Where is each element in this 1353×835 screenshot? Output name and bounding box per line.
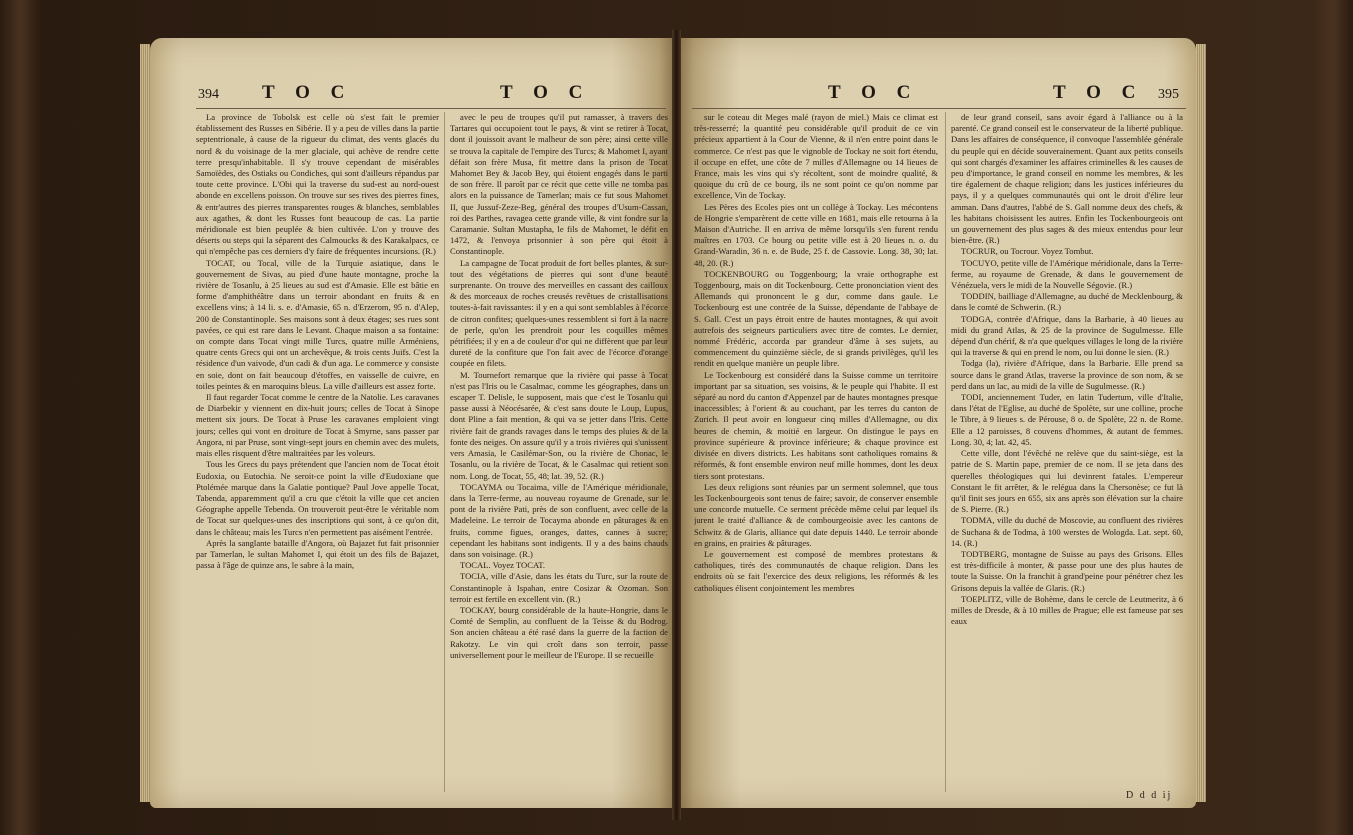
paragraph: TOCKENBOURG ou Toggenbourg; la vraie orthographe est Toggenbourg, mais on dit Tockenbourg. Cette prononciation vient des Allemands qui prononcent le g dur, comme dans gaule. Le Tockenbourg est une contrée de la Suisse, dépendante de l'abbaye de S. Gall. C'est un pays étroit entre de hautes montagnes, & qui avoit autrefois des seigneurs particuliers avec titre de comtes. Le dernier, nommé Frédéric, accorda par grandeur d'âme à ses sujets, au commencement du quinzième siècle, de si grands privilèges, qu'il les rendit en quelque manière un peuple libre. <box>694 268 938 369</box>
paragraph: de leur grand conseil, sans avoir égard à l'alliance ou à la parenté. Ce grand conseil est le conservateur de la liberté publique. Dans les affaires de conséquence, il convoque l'assemblée générale du peuple qui en décide souverainement. Quant aux petits conseils qui sont chargés d'examiner les affaires criminelles & les causes de peu d'importance, le grand conseil en nomme les membres, & les tire également de chaque religion; dans les justices inférieures du pays, il y a quelques communautés qui ont le droit d'élire leur amman. Dans d'autres, l'abbé de S. Gall nomme deux des chefs, & les habitans choisissent les autres. Enfin les Tockenbourgeois ont un gouvernement des plus sages & des mieux entendus pour leur bien-être. (R.) <box>951 112 1183 246</box>
paragraph: avec le peu de troupes qu'il put ramasser, à travers des Tartares qui occupoient tout le pays, & vint se retirer à Tocat, dont il jouissoit avant le malheur de son père; ainsi cette ville se trouva la capitale de l'empire des Turcs; & Mahomet I, ayant défait son frère Musa, fit mettre dans la prison de Tocat Mahomet Bey & Jacob Bey, qui étoient engagés dans le parti de son frère. Il paroît par ce récit que cette ville ne tomba pas alors en la puissance de Tamerlan; mais ce fut sous Mahomet II, que Jussuf-Zeze-Beg, général des troupes d'Usum-Cassan, roi des Parthes, ravagea cette grande ville, & vint fondre sur la Caramanie. Sultan Mustapha, le fils de Mahomet, le défit en 1472, & l'envoya prisonnier à son père qui étoit à Constantinople. <box>450 112 668 257</box>
paragraph: Le gouvernement est composé de membres protestans & catholiques, tirés des communautés de chaque religion. Dans les endroits où se fait l'exercice des deux religions, les réformés & les catholiques élisent conjointement les membres <box>694 548 938 593</box>
paragraph: Après la sanglante bataille d'Angora, où Bajazet fut fait prisonnier par Tamerlan, le sultan Mahomet I, qui étoit un des fils de Bajazet, passa à l'âge de quinze ans, le sabre à la main, <box>196 537 439 571</box>
paragraph: TOCRUR, ou Tocrour. Voyez Tombut. <box>961 246 1094 257</box>
header-rule-right <box>692 108 1186 109</box>
paragraph: M. Tournefort remarque que la rivière qui passe à Tocat n'est pas l'Iris ou le Casalmac, comme les géographes, dans un escaper T. Delisle, le supposent, mais que c'est le Tosanlu qui passe aussi à Néocésarée, & c'est sans doute le Loup, Lupus, dont Pline a fait mention, & qui va se jetter dans l'Iris. Cette rivière fait de grands ravages dans le temps des pluies & de la fonte des neiges. On assure qu'il y a trois rivières qui s'unissent vers Amasia, le Casilémar-Son, ou la rivière de Chonac, le Tosanlu, ou la rivière de Tocat, & le Casalmac qui retient son nom. Long. de Tocat, 55, 48; lat. 39, 52. (R.) <box>450 369 668 481</box>
header-rule-left <box>196 108 666 109</box>
running-head-left-center: T O C <box>500 82 591 103</box>
paragraph: Cette ville, dont l'évêché ne relève que du saint-siège, est la patrie de S. Martin pape, premier de ce nom. Il se jeta dans des querelles théologiques qui lui devinrent fatales. L'empereur Constant le fit arrêter, & le relégua dans la Chersonèse; ce fut là qu'il finit ses jours en 655, six ans après son élévation sur la chaire de S. Pierre. (R.) <box>951 448 1183 515</box>
page-number-left: 394 <box>198 87 219 102</box>
paragraph: TOCAL. Voyez TOCAT. <box>460 560 545 571</box>
paragraph: TOCUYO, petite ville de l'Amérique méridionale, dans la Terre-ferme, au royaume de Grenade, & dans le gouvernement de Vénézuela, vers le midi de la Nouvelle Ségovie. (R.) <box>951 257 1183 291</box>
right-page-column-1 <box>694 112 938 802</box>
paragraph: TODMA, ville du duché de Moscovie, au confluent des rivières de Suchana & de Todma, à 100 werstes de Wologda. Lat. sept. 60, 14. (R.) <box>951 515 1183 548</box>
paragraph: TODGA, contrée d'Afrique, dans la Barbarie, à 40 lieues au midi du grand Atlas, & 25 de la province de Sugulmesse. Elle dépend d'un chérif, & n'a que quelques villages le long de la rivière qui la traverse & qui en prend le nom, ou lui donne le sien. (R.) <box>951 313 1183 358</box>
paragraph: TOCAYMA ou Tocaima, ville de l'Amérique méridionale, dans la Terre-ferme, au nouveau royaume de Grenade, sur le pont de la rivière Pati, près de son confluent, avec celle de la Madeleine. Le terroir de Tocayma abonde en pâturages & en fruits, comme figues, oranges, dattes, cannes à sucre; cependant les habitans sont indigents. Il y a des bains chauds dans son voisinage. (R.) <box>450 481 668 559</box>
paragraph: TOCKAY, bourg considérable de la haute-Hongrie, dans le Comté de Semplin, au confluent de la Teisse & du Bodrog. Son ancien château a été rasé dans la guerre de la faction de Rakotzy. Le vin qui croît dans son terroir, passe universellement pour le meilleur de l'Europe. Il se recueille <box>450 604 668 660</box>
paragraph: Tous les Grecs du pays prétendent que l'ancien nom de Tocat étoit Eudoxia, ou Eutochia. Ne seroit-ce point la ville d'Eudoxiane que Ptolémée marque dans la Galatie pontique? Paul Jove appelle Tocat, Tabenda, apparemment qu'il a cru que c'étoit la ville que cet ancien Géographe appelle Tebenda. On trouveroit peut-être le véritable nom de Tocat sur quelques-unes des inscriptions qui sont, à ce qu'on dit, dans le château; mais les Turcs n'en permettent pas aisément l'entrée. <box>196 459 439 537</box>
paragraph: La campagne de Tocat produit de fort belles plantes, & sur-tout des végétations de pierres qui sont d'une beauté surprenante. On trouve des merveilles en cassant des cailloux & des morceaux de roches creusés revêtues de cristallisations toutes-à-fait ravissantes: il y en a qui sont semblables à l'écorce de citron confites; quelques-unes ressemblent si fort à la nacre de perle, qu'on les prendroit pour les coquilles mêmes pétrifiées; il y en a de couleur d'or qui ne diffèrent que par leur dureté de la confiture que l'on fait avec de l'écorce d'orange coupée en filets. <box>450 257 668 369</box>
left-page <box>150 38 675 808</box>
paragraph: TOEPLITZ, ville de Bohème, dans le cercle de Leutmeritz, à 6 milles de Dresde, & à 10 milles de Prague; elle est fameuse par ses eaux <box>951 593 1183 627</box>
paragraph: Les Pères des Ecoles pies ont un collège à Tockay. Les mécontens de Hongrie s'emparèrent de cette ville en 1681, mais elle retourna à la Maison d'Autriche. Il en arriva de même lorsqu'ils s'en furent rendu maîtres en 1703. Ce bourg ou petite ville est à 20 lieues n. o. du Grand-Waradin, 36 n. e. de Bude, 25 f. de Cassovie. Long. 38, 30; lat. 48, 20. (R.) <box>694 201 938 268</box>
paragraph: TODDIN, bailliage d'Allemagne, au duché de Mecklenbourg, & dans le comté de Schwerin. (R.) <box>951 291 1183 313</box>
paragraph: TOCAT, ou Tocal, ville de la Turquie asiatique, dans le gouvernement de Sivas, au pied d'une haute montagne, proche la rivière de Tosanlu, à 25 lieues au sud est d'Amasie. Elle est bâtie en forme d'amphithéâtre dans un terroir abondant en fruits & en excellens vins; à 14 li. s. e. d'Amasie, 65 n. d'Erzerom, 95 n. d'Alep, 200 de Constantinople. Ses maisons sont à deux étages; ses rues sont pavées, ce qui est rare dans le Levant. Chaque maison a sa fontaine: on compte dans Tocat vingt mille Turcs, quatre mille Arméniens, quatre cents Grecs qui ont un archevêque, & trois cents Juifs. C'est la résidence d'un vaivode, d'un cadi & d'un aga. Le commerce y consiste en soie, dont on fait beaucoup d'étoffes, en vaisselle de cuivre, en toiles peintes & en maroquins bleus. La ville d'ailleurs est assez forte. <box>196 257 439 391</box>
running-head-left: T O C <box>262 82 353 103</box>
signature-mark: D d d ij <box>1126 790 1173 801</box>
left-page-column-1 <box>196 112 439 802</box>
book-gutter <box>672 30 681 820</box>
page-number-right: 395 <box>1158 87 1179 102</box>
column-divider-right <box>945 112 946 792</box>
running-head-right-center: T O C <box>828 82 919 103</box>
page-edges-right <box>1196 44 1206 802</box>
paragraph: TOCIA, ville d'Asie, dans les états du Turc, sur la route de Constantinople à Ispahan, entre Cosizar & Ozoman. Son terroir est fertile en excellent vin. (R.) <box>450 571 668 604</box>
page-edges-left <box>140 44 150 802</box>
left-page-column-2 <box>450 112 668 802</box>
paragraph: Les deux religions sont réunies par un serment solemnel, que tous les Tockenbourgeois sont tenus de faire; savoir, de conserver ensemble une concorde mutuelle. Ce serment précède même celui par lequel ils jurent le traité d'alliance & de combourgeoisie avec les cantons de Schwitz & de Glaris, alliance qui date depuis 1440. Le terroir abonde en grains, en prairies & pâturages. <box>694 481 938 548</box>
paragraph: sur le coteau dit Meges malé (rayon de miel.) Mais ce climat est très-resserré; la quantité peu considérable qu'il produit de ce vin précieux appartient à la Cour de Vienne, & il n'en entre point dans le commerce. Ce n'est pas que le vignoble de Tockay ne soit fort étendu, il occupe en effet, une côte de 7 milles d'Allemagne ou 14 lieues de France, mais les vins qui s'y récoltent, sont de moindre qualité, & quoique du crû de ce bourg, ils ne sont point ce qu'on nomme par excellence, Vin de Tockay. <box>694 112 938 201</box>
paragraph: La province de Tobolsk est celle où s'est fait le premier établissement des Russes en Sibérie. Il y a peu de villes dans la partie septentrionale, à cause de la rigueur du climat, des vents glacés du nord & du voisinage de la mer glaciale, qui achève de rendre cette terre presqu'inhabitable. Il s'y trouve cependant de misérables Samoïèdes, des Ostiaks ou Condiches, qui sont d'ailleurs répandus par toute cette province. L'Obi qui la traverse du sud-est au nord-ouest abonde en excellens poisson. On trouve sur ses rives des pierres fines, & entr'autres des pierres transparentes rouges & blanches, semblables aux agathes, & dont les Russes font beaucoup de cas. La partie méridionale est bien peuplée & bien cultivée. L'on y trouve des déserts ou steps qui la séparent des Calmoucks & des Karakalpacs, ce qui n'empêche pas ces derniers d'y faire de fréquentes incursions. (R.) <box>196 112 439 257</box>
paragraph: Il faut regarder Tocat comme le centre de la Natolie. Les caravanes de Diarbekir y viennent en dix-huit jours; celles de Tocat à Sinope mettent six jours. De Tocat à Pruse les caravanes emploient vingt jours; celles qui vont en droiture de Tocat à Smyrne, sans passer par Angora, ni par Pruse, sont vingt-sept jours en chemin avec des mulets, mais elles risquent d'être maltraitées par les voleurs. <box>196 392 439 459</box>
paragraph: TODI, anciennement Tuder, en latin Tudertum, ville d'Italie, dans l'état de l'Eglise, au duché de Spolète, sur une colline, proche le Tibre, à 9 lieues s. de Pérouse, 8 o. de Spolète, 22 n. de Rome. Elle a 12 paroisses, 8 couvens d'hommes, & autant de femmes. Long. 30, 4; lat. 42, 45. <box>951 392 1183 447</box>
running-head-right: T O C <box>1053 82 1144 103</box>
paragraph: Todga (la), rivière d'Afrique, dans la Barbarie. Elle prend sa source dans le grand Atlas, traverse la province de son nom, & se perd dans un lac, au midi de la ville de Sugulmesse. (R.) <box>951 358 1183 391</box>
paragraph: TODTBERG, montagne de Suisse au pays des Grisons. Elles est très-difficile à monter, & passe pour une des plus hautes de toute la Suisse. On la franchit à grand'peine pour pénétrer chez les Grisons depuis la vallée de Glaris. (R.) <box>951 548 1183 593</box>
right-page-column-2 <box>951 112 1183 788</box>
column-divider-left <box>444 112 445 792</box>
right-page <box>678 38 1196 808</box>
paragraph: Le Tockenbourg est considéré dans la Suisse comme un territoire important par sa situation, ses voisins, & le peuple qui l'habite. Il est séparé au nord du canton d'Appenzel par de hautes montagnes presque inaccessibles; à l'orient & au couchant, par les terres du canton de Zurich. Il peut avoir en longueur cinq milles d'Allemagne, ou dix heures de chemin, & moitié en largeur. On distingue le pays en province supérieure & province inférieure; & chaque province est divisée en divers districts. Les habitans sont catholiques romains & réformés, & font ensemble environ neuf mille hommes, dont les deux tiers sont protestans. <box>694 369 938 481</box>
